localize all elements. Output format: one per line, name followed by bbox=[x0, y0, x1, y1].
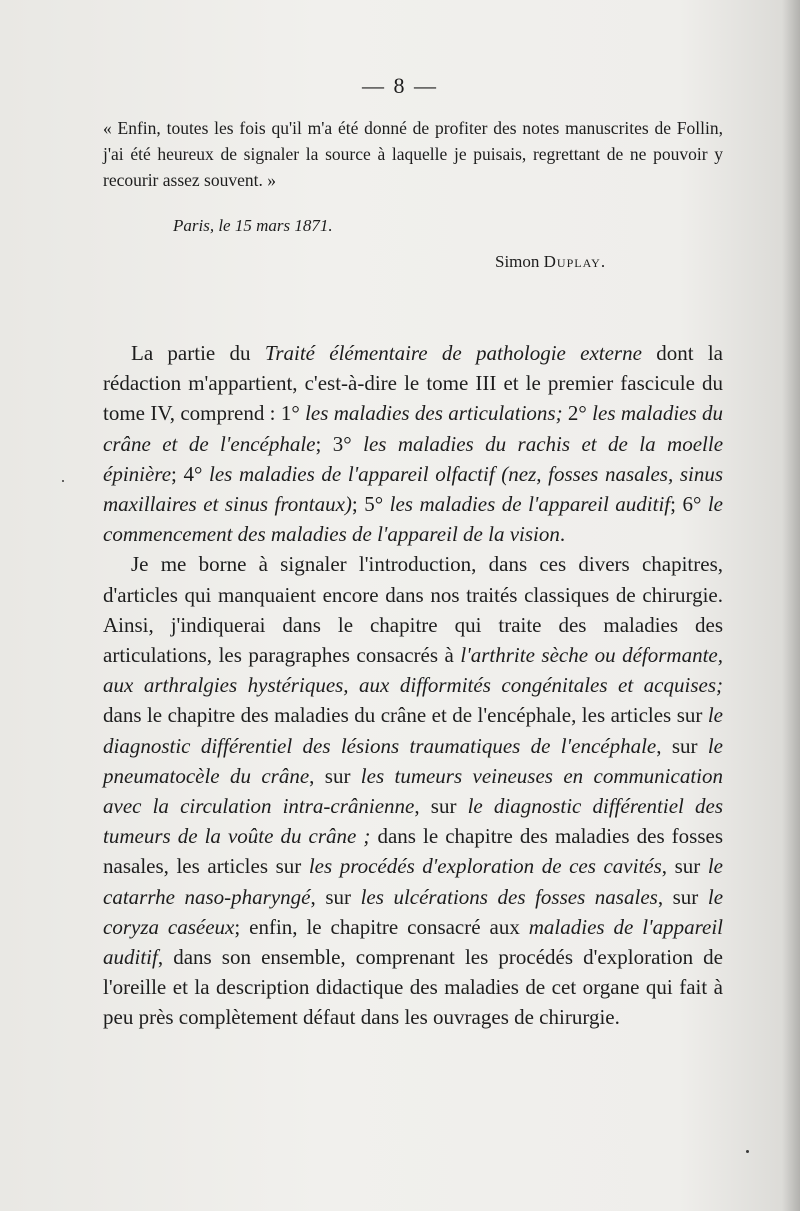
text-run: , dans son ensemble, comprenant les procédés d'exploration de l'oreille et la description didactique des maladies de cet organe qui fait à peu près complètement défaut dans les ouvrages de chirurgie. bbox=[103, 945, 723, 1030]
italic-run: les maladies des articulations; bbox=[305, 401, 563, 426]
text-run: , sur bbox=[661, 854, 708, 879]
text-run: ; 4° bbox=[171, 461, 210, 486]
italic-run: les maladies du rachis et de la moelle épinière bbox=[103, 431, 724, 486]
italic-run: les ulcérations des fosses nasales bbox=[360, 884, 658, 909]
main-text bbox=[103, 338, 723, 1033]
text-run: ; 6° bbox=[670, 492, 708, 517]
text-run: dont la rédaction m'appartient, c'est-à-dire le tome III et le premier fascicule du tome IV, comprend : 1° bbox=[103, 341, 723, 426]
italic-run: Traité élémentaire de pathologie externe bbox=[264, 341, 642, 365]
italic-run: le pneumatocèle du crâne bbox=[103, 733, 723, 788]
text-run: dans le chapitre des maladies des fosses nasales, les articles sur bbox=[103, 824, 724, 879]
italic-run: les tumeurs veineuses en communication avec la circulation intra-crânienne bbox=[103, 763, 723, 819]
italic-run: les procédés d'exploration de ces cavités bbox=[308, 854, 662, 879]
italic-run: le catarrhe naso-pharyngé bbox=[103, 854, 723, 909]
paragraph-2 bbox=[103, 549, 723, 1032]
italic-run: les maladies du crâne et de l'encéphale bbox=[103, 401, 724, 456]
text-run: ; 5° bbox=[351, 492, 390, 517]
page-number: — 8 — bbox=[362, 73, 438, 98]
author-signature bbox=[495, 252, 606, 272]
text-run: , sur bbox=[656, 733, 708, 758]
text-run: , sur bbox=[414, 794, 468, 819]
italic-run: le coryza caséeux bbox=[103, 884, 724, 939]
ink-speck bbox=[62, 480, 64, 482]
italic-run: le diagnostic différentiel des lésions traumatiques de l'encéphale bbox=[103, 703, 723, 758]
italic-run: le diagnostic différentiel des tumeurs de la voûte du crâne ; bbox=[103, 794, 723, 849]
author-first-name: Simon bbox=[495, 252, 540, 271]
italic-run: les maladies de l'appareil auditif bbox=[389, 492, 671, 517]
text-run: La partie du bbox=[131, 341, 265, 365]
bleed-through-text bbox=[100, 235, 740, 255]
text-run: . bbox=[559, 522, 566, 547]
text-run: , sur bbox=[310, 884, 361, 909]
date-line: Paris, le 15 mars 1871. bbox=[173, 216, 333, 235]
author-last-name: Duplay. bbox=[543, 252, 607, 271]
text-run: 2° bbox=[562, 401, 593, 426]
text-run: ; 3° bbox=[315, 431, 364, 456]
foreword-quote: « Enfin, toutes les fois qu'il m'a été donné de profiter des notes manuscrites de Follin, j'ai été heureux de signaler la source à laquelle je puisais, regrettant de ne pouvoir y recourir assez souvent. » bbox=[103, 118, 723, 190]
italic-run: le commencement des maladies de l'appareil de la vision bbox=[103, 492, 723, 547]
ink-speck bbox=[746, 1150, 749, 1153]
italic-run: maladies de l'appareil auditif bbox=[103, 914, 723, 970]
text-run: , sur bbox=[309, 763, 361, 788]
text-run: , sur bbox=[657, 884, 708, 909]
italic-run: l'arthrite sèche ou déformante, aux arthralgies hystériques, aux difformités congénitales et acquises; bbox=[103, 643, 723, 698]
text-run: ; enfin, le chapitre consacré aux bbox=[234, 914, 529, 939]
text-run: dans le chapitre des maladies du crâne et de l'encéphale, les articles sur bbox=[103, 703, 708, 728]
paragraph-1 bbox=[103, 338, 723, 549]
text-run: Je me borne à signaler l'introduction, dans ces divers chapitres, d'articles qui manquaient encore dans nos traités classiques de chirurgie. Ainsi, j'indiquerai dans le chapitre qui traite des maladies des articulations, les paragraphes consacrés à bbox=[103, 552, 723, 668]
page-edge-shadow bbox=[782, 0, 800, 1211]
italic-run: les maladies de l'appareil olfactif (nez, fosses nasales, sinus maxillaires et sinus frontaux) bbox=[103, 461, 724, 517]
